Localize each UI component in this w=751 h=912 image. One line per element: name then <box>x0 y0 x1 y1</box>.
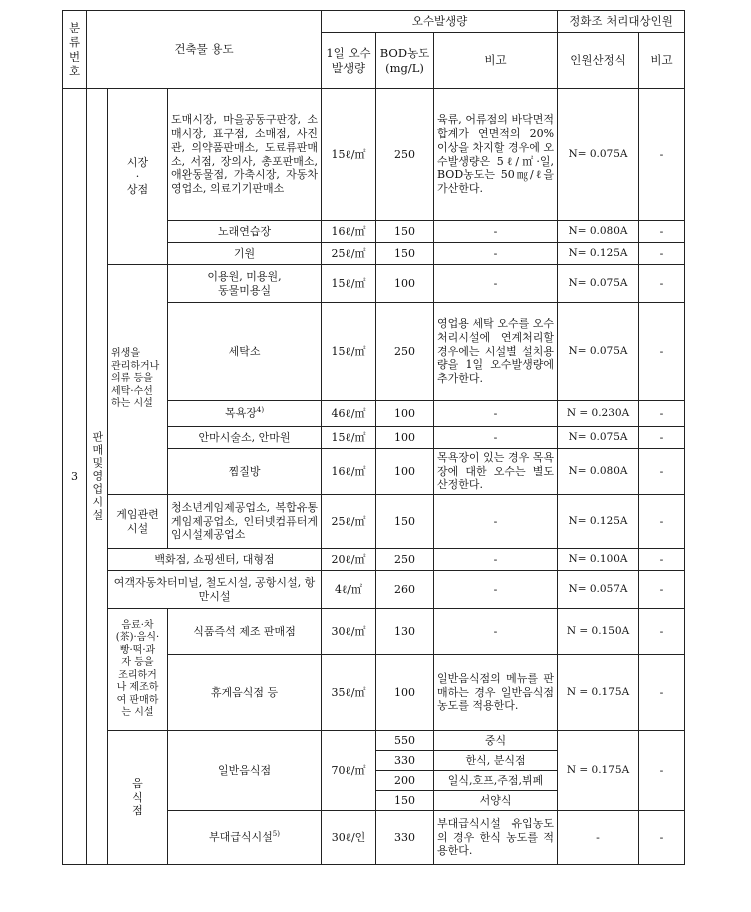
wastewater-table <box>62 10 685 865</box>
remark2-game: - <box>639 495 685 549</box>
use-jjimjil: 찜질방 <box>168 449 322 495</box>
bod-salon: 100 <box>376 265 434 303</box>
formula-instant-food: N = 0.150A <box>558 609 639 655</box>
daily-jjimjil: 16ℓ/㎡ <box>322 449 376 495</box>
table-row <box>63 609 685 655</box>
remark2-instant-food: - <box>639 609 685 655</box>
remark-laundry: 영업용 세탁 오수를 오수 처리시설에 연계처리할 경우에는 시설별 설치용량을 1일 오수발생량에 추가한다. <box>434 303 558 401</box>
remark2-cafeteria: - <box>639 811 685 865</box>
header-septic: 정화조 처리대상인원 <box>558 11 685 33</box>
table-row <box>63 571 685 609</box>
header-remark: 비고 <box>434 33 558 89</box>
header-daily: 1일 오수 발생량 <box>322 33 376 89</box>
daily-terminal: 4ℓ/㎡ <box>322 571 376 609</box>
use-massage: 안마시술소, 안마원 <box>168 427 322 449</box>
remark2-laundry: - <box>639 303 685 401</box>
remark-gion: - <box>434 243 558 265</box>
footnote-4: 4) <box>256 406 265 415</box>
formula-laundry: N= 0.075A <box>558 303 639 401</box>
remark-instant-food: - <box>434 609 558 655</box>
remark2-general-restaurant: - <box>639 731 685 811</box>
formula-cafeteria: - <box>558 811 639 865</box>
group-hygiene: 위생을 관리하거나 의류 등을 세탁·수선 하는 시설 <box>108 265 168 495</box>
use-laundry: 세탁소 <box>168 303 322 401</box>
remark2-salon: - <box>639 265 685 303</box>
formula-jjimjil: N= 0.080A <box>558 449 639 495</box>
type-western: 서양식 <box>434 791 558 811</box>
header-row-1 <box>63 11 685 33</box>
bod-rest-food: 100 <box>376 655 434 731</box>
bod-terminal: 260 <box>376 571 434 609</box>
daily-massage: 15ℓ/㎡ <box>322 427 376 449</box>
bod-instant-food: 130 <box>376 609 434 655</box>
formula-terminal: N= 0.057A <box>558 571 639 609</box>
use-salon: 이용원, 미용원, 동물미용실 <box>168 265 322 303</box>
remark2-market: - <box>639 89 685 221</box>
daily-gion: 25ℓ/㎡ <box>322 243 376 265</box>
header-bod: BOD농도 (mg/L) <box>376 33 434 89</box>
bod-laundry: 250 <box>376 303 434 401</box>
remark-terminal: - <box>434 571 558 609</box>
formula-massage: N= 0.075A <box>558 427 639 449</box>
bod-gion: 150 <box>376 243 434 265</box>
formula-general-restaurant: N = 0.175A <box>558 731 639 811</box>
use-instant-food: 식품즉석 제조 판매점 <box>168 609 322 655</box>
bod-market: 250 <box>376 89 434 221</box>
use-bath-label: 목욕장 <box>224 406 257 420</box>
header-building-use: 건축물 용도 <box>87 11 322 89</box>
remark2-department: - <box>639 549 685 571</box>
use-cafeteria <box>168 811 322 865</box>
remark2-gion: - <box>639 243 685 265</box>
group-food-sales: 음료·차 (茶)·음식· 빵·떡·과 자 등을 조리하거 나 제조하 여 판매하 는 시설 <box>108 609 168 731</box>
remark-salon: - <box>434 265 558 303</box>
use-general-restaurant: 일반음식점 <box>168 731 322 811</box>
formula-bath: N = 0.230A <box>558 401 639 427</box>
group-restaurant: 음 식 점 <box>108 731 168 865</box>
remark2-terminal: - <box>639 571 685 609</box>
formula-game: N= 0.125A <box>558 495 639 549</box>
remark-rest-food: 일반음식점의 메뉴를 판매하는 경우 일반음식점 농도를 적용한다. <box>434 655 558 731</box>
daily-bath: 46ℓ/㎡ <box>322 401 376 427</box>
remark-department: - <box>434 549 558 571</box>
bod-game: 150 <box>376 495 434 549</box>
remark-market: 육류, 어류점의 바닥면적 합계가 연면적의 20% 이상을 차지할 경우에 오수발생량은 5ℓ/㎡·일, BOD농도는 50㎎/ℓ을 가산한다. <box>434 89 558 221</box>
use-bath <box>168 401 322 427</box>
daily-department: 20ℓ/㎡ <box>322 549 376 571</box>
table-row <box>63 731 685 751</box>
formula-department: N= 0.100A <box>558 549 639 571</box>
use-cafeteria-label: 부대급식시설 <box>209 830 273 844</box>
remark2-massage: - <box>639 427 685 449</box>
remark-game: - <box>434 495 558 549</box>
bod-jjimjil: 100 <box>376 449 434 495</box>
group-market: 시장 · 상점 <box>108 89 168 265</box>
use-game: 청소년게임제공업소, 복합유통게임제공업소, 인터넷컴퓨터게임시설제공업소 <box>168 495 322 549</box>
type-chinese: 중식 <box>434 731 558 751</box>
daily-cafeteria: 30ℓ/인 <box>322 811 376 865</box>
use-rest-food: 휴게음식점 등 <box>168 655 322 731</box>
remark-bath: - <box>434 401 558 427</box>
table-row <box>63 495 685 549</box>
formula-karaoke: N= 0.080A <box>558 221 639 243</box>
remark2-rest-food: - <box>639 655 685 731</box>
formula-salon: N= 0.075A <box>558 265 639 303</box>
header-formula: 인원산정식 <box>558 33 639 89</box>
use-market: 도매시장, 마을공동구판장, 소매시장, 표구점, 소매점, 사진관, 의약품판매소, 도료류판매소, 서점, 장의사, 총포판매소, 애완동물점, 가축시장, 자동차영업소, 의료기기판매소 <box>168 89 322 221</box>
bod-department: 250 <box>376 549 434 571</box>
bod-karaoke: 150 <box>376 221 434 243</box>
table-row <box>63 89 685 221</box>
daily-general-restaurant: 70ℓ/㎡ <box>322 731 376 811</box>
header-remark2: 비고 <box>639 33 685 89</box>
formula-rest-food: N = 0.175A <box>558 655 639 731</box>
daily-rest-food: 35ℓ/㎡ <box>322 655 376 731</box>
daily-instant-food: 30ℓ/㎡ <box>322 609 376 655</box>
daily-market: 15ℓ/㎡ <box>322 89 376 221</box>
remark2-jjimjil: - <box>639 449 685 495</box>
header-classnum: 분 류 번 호 <box>63 11 87 89</box>
bod-bath: 100 <box>376 401 434 427</box>
remark-massage: - <box>434 427 558 449</box>
remark2-karaoke: - <box>639 221 685 243</box>
table-row <box>63 549 685 571</box>
daily-karaoke: 16ℓ/㎡ <box>322 221 376 243</box>
footnote-5: 5) <box>272 830 280 839</box>
remark-cafeteria: 부대급식시설 유입농도의 경우 한식 농도를 적용한다. <box>434 811 558 865</box>
bod-japanese: 200 <box>376 771 434 791</box>
group-game: 게임관련 시설 <box>108 495 168 549</box>
use-karaoke: 노래연습장 <box>168 221 322 243</box>
class-name: 판매및영업시설 <box>87 89 108 865</box>
remark-jjimjil: 목욕장이 있는 경우 목욕장에 대한 오수는 별도 산정한다. <box>434 449 558 495</box>
table-row <box>63 265 685 303</box>
daily-game: 25ℓ/㎡ <box>322 495 376 549</box>
use-gion: 기원 <box>168 243 322 265</box>
daily-salon: 15ℓ/㎡ <box>322 265 376 303</box>
header-wastewater: 오수발생량 <box>322 11 558 33</box>
bod-korean: 330 <box>376 751 434 771</box>
bod-chinese: 550 <box>376 731 434 751</box>
formula-gion: N= 0.125A <box>558 243 639 265</box>
type-japanese: 일식,호프,주점,뷔페 <box>434 771 558 791</box>
type-korean: 한식, 분식점 <box>434 751 558 771</box>
remark-karaoke: - <box>434 221 558 243</box>
bod-western: 150 <box>376 791 434 811</box>
class-number: 3 <box>63 89 87 865</box>
daily-laundry: 15ℓ/㎡ <box>322 303 376 401</box>
bod-cafeteria: 330 <box>376 811 434 865</box>
use-terminal: 여객자동차터미널, 철도시설, 공항시설, 항만시설 <box>108 571 322 609</box>
use-department: 백화점, 쇼핑센터, 대형점 <box>108 549 322 571</box>
remark2-bath: - <box>639 401 685 427</box>
formula-market: N= 0.075A <box>558 89 639 221</box>
bod-massage: 100 <box>376 427 434 449</box>
